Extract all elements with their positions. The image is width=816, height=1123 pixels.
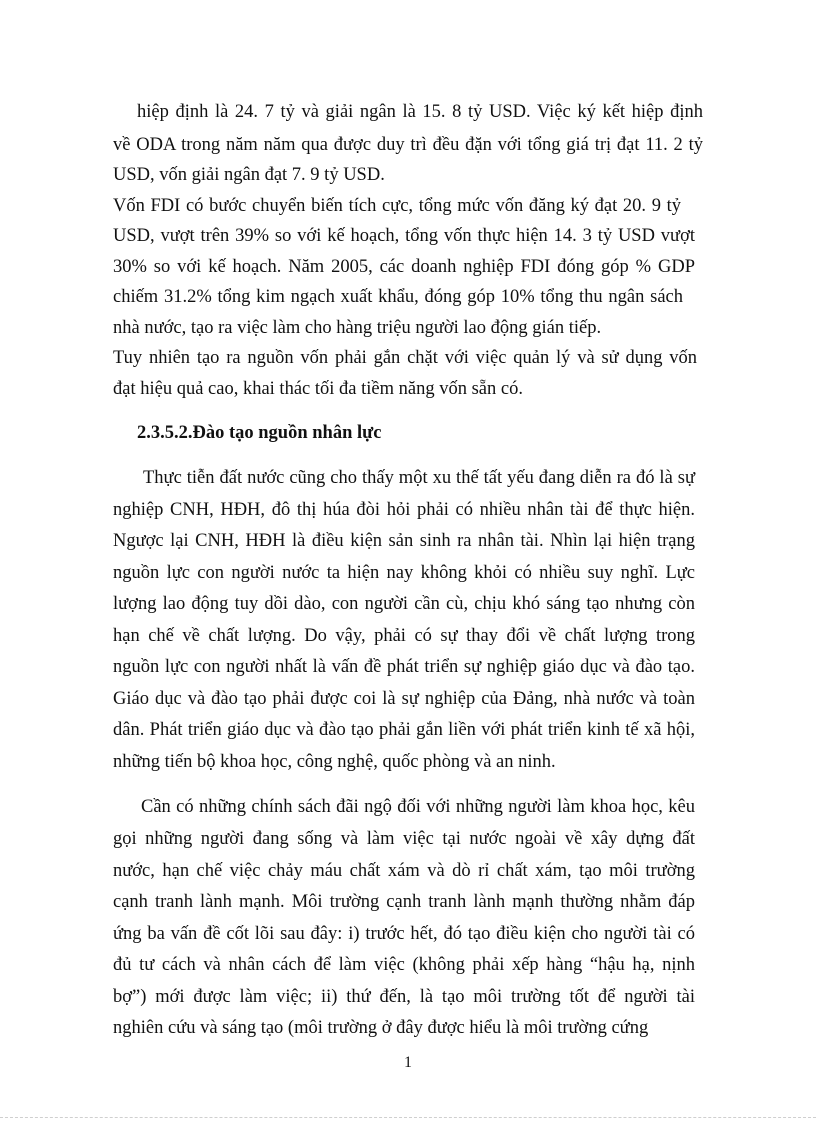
paragraph-line: đủ tư cách và nhân cách để làm việc (không phải xếp hàng “hậu hạ, nịnh [113,955,695,975]
paragraph-line: Giáo dục và đào tạo phải được coi là sự nghiệp của Đảng, nhà nước và toàn [113,689,695,709]
paragraph-line: hiệp định là 24. 7 tỷ và giải ngân là 15. 8 tỷ USD. Việc ký kết hiệp định [137,102,703,122]
paragraph-line: nhà nước, tạo ra việc làm cho hàng triệu người lao động gián tiếp. [113,318,602,338]
paragraph-line: USD, vượt trên 39% so với kế hoạch, tổng vốn thực hiện 14. 3 tỷ USD vượt [113,226,695,246]
paragraph-line: những tiến bộ khoa học, công nghệ, quốc phòng và an ninh. [113,752,556,772]
paragraph-line: Cần có những chính sách đãi ngộ đối với những người làm khoa học, kêu [141,797,695,817]
paragraph-line: Ngược lại CNH, HĐH là điều kiện sản sinh ra nhân tài. Nhìn lại hiện trạng [113,531,695,551]
paragraph-line: nguồn lực con người nước ta hiện nay không khỏi có nhiều suy nghĩ. Lực [113,563,695,583]
paragraph-line: lượng lao động tuy dồi dào, con người cần cù, chịu khó sáng tạo nhưng còn [113,594,695,614]
paragraph-line: ứng ba vấn đề cốt lõi sau đây: i) trước hết, đó tạo điều kiện cho người tài có [113,924,695,944]
paragraph-line: nghiệp CNH, HĐH, đô thị húa đòi hỏi phải có nhiều nhân tài để thực hiện. [113,500,695,520]
section-heading: 2.3.5.2.Đào tạo nguồn nhân lực [137,423,382,443]
paragraph-line: về ODA trong năm năm qua được duy trì đều đặn với tổng giá trị đạt 11. 2 tỷ [113,135,703,155]
paragraph-line: nước, hạn chế việc chảy máu chất xám và dò rỉ chất xám, tạo môi trường [113,861,695,881]
paragraph-line: cạnh tranh lành mạnh. Môi trường cạnh tranh lành mạnh thường nhằm đáp [113,892,695,912]
paragraph-line: 30% so với kế hoạch. Năm 2005, các doanh nghiệp FDI đóng góp % GDP [113,257,695,277]
paragraph-line: USD, vốn giải ngân đạt 7. 9 tỷ USD. [113,165,385,185]
paragraph-line: nghiên cứu và sáng tạo (môi trường ở đây được hiểu là môi trường cứng [113,1018,649,1038]
page-bottom-border [0,1117,816,1118]
paragraph-line: bợ”) mới được làm việc; ii) thứ đến, là tạo môi trường tốt để người tài [113,987,695,1007]
paragraph-line: đạt hiệu quả cao, khai thác tối đa tiềm năng vốn sẵn có. [113,379,523,399]
page-number: 1 [404,1054,412,1071]
paragraph-line: nguồn lực con người nhất là vấn đề phát triển sự nghiệp giáo dục và đào tạo. [113,657,695,677]
paragraph-line: Vốn FDI có bước chuyển biến tích cực, tổng mức vốn đăng ký đạt 20. 9 tỷ [113,196,681,216]
paragraph-line: hạn chế về chất lượng. Do vậy, phải có sự thay đổi về chất lượng trong [113,626,695,646]
paragraph-line: dân. Phát triển giáo dục và đào tạo phải gắn liền với phát triển kinh tế xã hội, [113,720,695,740]
paragraph-line: gọi những người đang sống và làm việc tại nước ngoài về xây dựng đất [113,829,695,849]
paragraph-line: chiếm 31.2% tổng kim ngạch xuất khẩu, đóng góp 10% tổng thu ngân sách [113,287,683,307]
paragraph-line: Tuy nhiên tạo ra nguồn vốn phải gắn chặt với việc quản lý và sử dụng vốn [113,348,697,368]
paragraph-line: Thực tiễn đất nước cũng cho thấy một xu thế tất yếu đang diễn ra đó là sự [143,468,695,488]
